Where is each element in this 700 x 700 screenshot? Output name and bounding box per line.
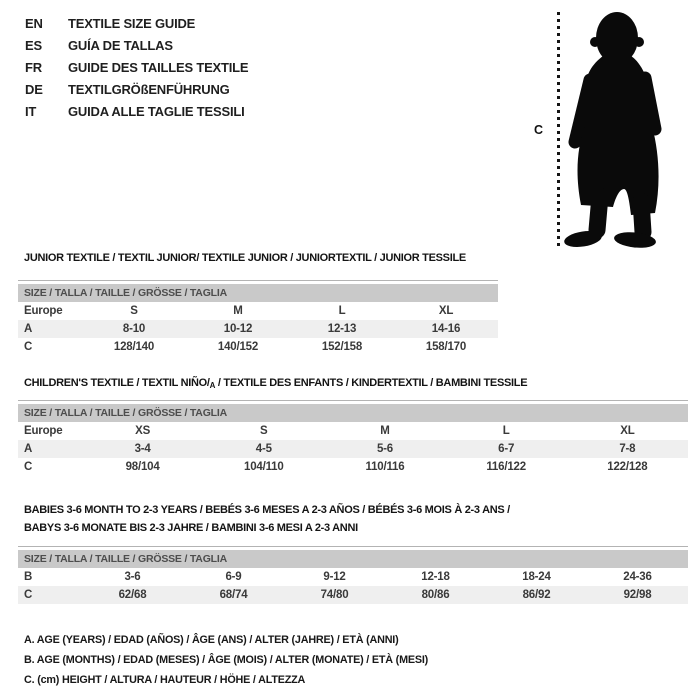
legend-notes [24, 630, 428, 690]
language-title: TEXTILE SIZE GUIDE [68, 16, 196, 31]
row-label: A [18, 320, 82, 338]
size-cell: M [380, 425, 390, 437]
size-cell: 24-36 [623, 571, 652, 583]
baby-silhouette-icon [555, 8, 665, 250]
note-height-cm: C. (cm) HEIGHT / ALTURA / HAUTEUR / HÖHE / ALTEZZA [24, 674, 306, 686]
size-cell: 122/128 [607, 461, 648, 473]
size-cell: 98/104 [125, 461, 160, 473]
size-cell: 9-12 [323, 571, 346, 583]
row-label: C [24, 341, 33, 353]
size-cell: 110/116 [365, 461, 405, 473]
size-cell: 6-9 [225, 571, 242, 583]
size-cell: 7-8 [567, 440, 688, 458]
table-row [18, 568, 688, 586]
height-c-label: C [534, 123, 544, 137]
language-code: FR [25, 60, 42, 75]
table-row [18, 440, 688, 458]
row-label: A [18, 440, 82, 458]
table-row [18, 422, 688, 440]
size-cell: 152/158 [321, 341, 363, 353]
size-cell: 3-6 [124, 571, 141, 583]
language-title-list [25, 13, 248, 123]
size-cell: 10-12 [186, 320, 290, 338]
size-cell: S [260, 425, 268, 437]
junior-size-table [18, 280, 498, 356]
language-code: DE [25, 82, 43, 97]
size-cell: 116/122 [486, 461, 526, 473]
table-row [18, 320, 498, 338]
language-title: TEXTILGRÖßENFÜHRUNG [68, 82, 230, 97]
size-cell: S [130, 305, 138, 317]
size-cell: 3-4 [82, 440, 203, 458]
children-title-pre: CHILDREN'S TEXTILE / TEXTIL NIÑO/ [24, 377, 210, 389]
row-label: B [24, 571, 33, 583]
babies-title-line1: BABIES 3-6 MONTH TO 2-3 YEARS / BEBÉS 3-6 MESES A 2-3 AÑOS / BÉBÉS 3-6 MOIS À 2-3 ANS / [24, 504, 510, 516]
language-row [25, 101, 248, 123]
babies-size-table [18, 546, 688, 604]
language-code: ES [25, 38, 42, 53]
babies-title-line2: BABYS 3-6 MONATE BIS 2-3 JAHRE / BAMBINI 3-6 MESI A 2-3 ANNI [24, 522, 358, 534]
note-age-years: A. AGE (YEARS) / EDAD (AÑOS) / ÂGE (ANS) / ALTER (JAHRE) / ETÀ (ANNI) [24, 634, 399, 646]
size-cell: 4-5 [203, 440, 324, 458]
note-age-months: B. AGE (MONTHS) / EDAD (MESES) / ÂGE (MOIS) / ALTER (MONATE) / ETÀ (MESI) [24, 654, 429, 666]
row-label: C [24, 461, 33, 473]
junior-table-title: JUNIOR TEXTILE / TEXTIL JUNIOR/ TEXTILE JUNIOR / JUNIORTEXTIL / JUNIOR TESSILE [24, 252, 466, 264]
size-cell: 62/68 [82, 586, 183, 604]
table-row [18, 338, 498, 356]
size-cell: 18-24 [522, 571, 551, 583]
size-cell: L [502, 425, 510, 437]
size-cell: 86/92 [486, 586, 587, 604]
language-code: IT [25, 104, 37, 119]
size-cell: 74/80 [284, 586, 385, 604]
table-row [18, 302, 498, 320]
children-title-post: / TEXTILE DES ENFANTS / KINDERTEXTIL / BAMBINI TESSILE [215, 377, 528, 389]
children-size-table [18, 400, 688, 476]
language-title: GUIDE DES TAILLES TEXTILE [68, 60, 249, 75]
size-header-bar: SIZE / TALLA / TAILLE / GRÖSSE / TAGLIA [18, 404, 688, 422]
size-cell: 128/140 [113, 341, 155, 353]
language-title: GUIDA ALLE TAGLIE TESSILI [68, 104, 245, 119]
row-label: Europe [24, 425, 63, 437]
size-cell: XS [135, 425, 151, 437]
language-code: EN [25, 16, 43, 31]
row-label: C [18, 586, 82, 604]
size-cell: 8-10 [82, 320, 186, 338]
language-row [25, 57, 248, 79]
size-cell: 68/74 [183, 586, 284, 604]
size-cell: XL [438, 305, 454, 317]
babies-table-title [24, 501, 510, 537]
size-cell: 80/86 [385, 586, 486, 604]
size-cell: 6-7 [446, 440, 567, 458]
size-cell: 5-6 [324, 440, 445, 458]
language-title: GUÍA DE TALLAS [68, 38, 173, 53]
size-cell: 158/170 [425, 341, 467, 353]
size-cell: 104/110 [244, 461, 284, 473]
size-cell: M [233, 305, 243, 317]
language-row [25, 79, 248, 101]
size-cell: 14-16 [394, 320, 498, 338]
children-title-sub: A [209, 381, 216, 390]
size-cell: 12-18 [421, 571, 450, 583]
size-cell: L [338, 305, 346, 317]
size-header-bar: SIZE / TALLA / TAILLE / GRÖSSE / TAGLIA [18, 284, 498, 302]
language-row [25, 35, 248, 57]
size-cell: XL [620, 425, 635, 437]
row-label: Europe [24, 305, 63, 317]
size-header-bar: SIZE / TALLA / TAILLE / GRÖSSE / TAGLIA [18, 550, 688, 568]
size-cell: 140/152 [217, 341, 259, 353]
size-cell: 12-13 [290, 320, 394, 338]
language-row [25, 13, 248, 35]
size-cell: 92/98 [587, 586, 688, 604]
table-row [18, 586, 688, 604]
table-row [18, 458, 688, 476]
children-table-title [24, 377, 527, 390]
